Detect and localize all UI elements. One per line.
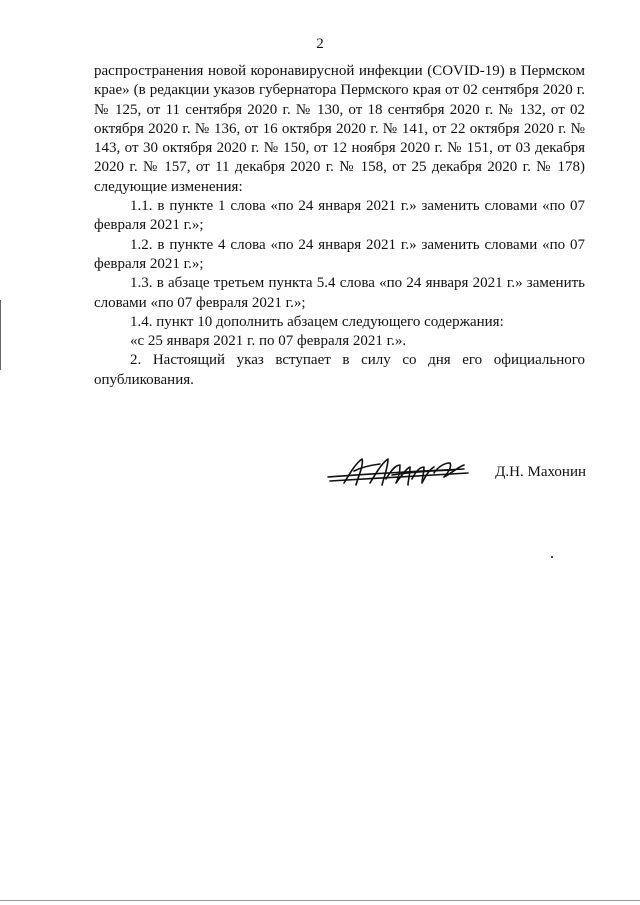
paragraph-item-1-4: 1.4. пункт 10 дополнить абзацем следующего содержания:: [130, 313, 504, 330]
paragraph-item-1-2: 1.2. в пункте 4 слова «по 24 января 2021 г.» заменить словами «по 07 февраля 2021 г.»;: [94, 236, 585, 272]
scan-bottom-edge: [0, 900, 640, 901]
scan-margin-line: [0, 300, 1, 370]
paragraph-quoted-addition: «с 25 января 2021 г. по 07 февраля 2021 г.».: [130, 333, 407, 350]
handwritten-signature: [326, 455, 471, 491]
paragraph-amendment-intro: распространения новой коронавирусной инфекции (COVID-19) в Пермском крае» (в редакции указов губернатора Пермского края от 02 сентября 2020 г. № 125, от 11 сентября 2020 г. № 130, от 18 сентября 2020 г. № 132, от 02 октября 2020 г. № 136, от 16 октября 2020 г. № 141, от 22 октября 2020 г. № 143, от 30 октября 2020 г. № 150, от 12 ноября 2020 г. № 151, от 03 декабря 2020 г. № 157, от 11 декабря 2020 г. № 158, от 25 декабря 2020 г. № 178) следующие изменения:: [94, 63, 585, 195]
paragraph-item-2: 2. Настоящий указ вступает в силу со дня его официального опубликования.: [94, 352, 585, 388]
scan-speck: [551, 556, 553, 558]
page-number: 2: [316, 36, 324, 52]
signer-name: Д.Н. Махонин: [495, 464, 586, 480]
paragraph-item-1-1: 1.1. в пункте 1 слова «по 24 января 2021 г.» заменить словами «по 07 февраля 2021 г.»;: [94, 198, 585, 234]
paragraph-item-1-3: 1.3. в абзаце третьем пункта 5.4 слова «по 24 января 2021 г.» заменить словами «по 07 февраля 2021 г.»;: [94, 275, 585, 311]
document-body: [94, 62, 585, 390]
signature-block: [326, 455, 586, 495]
